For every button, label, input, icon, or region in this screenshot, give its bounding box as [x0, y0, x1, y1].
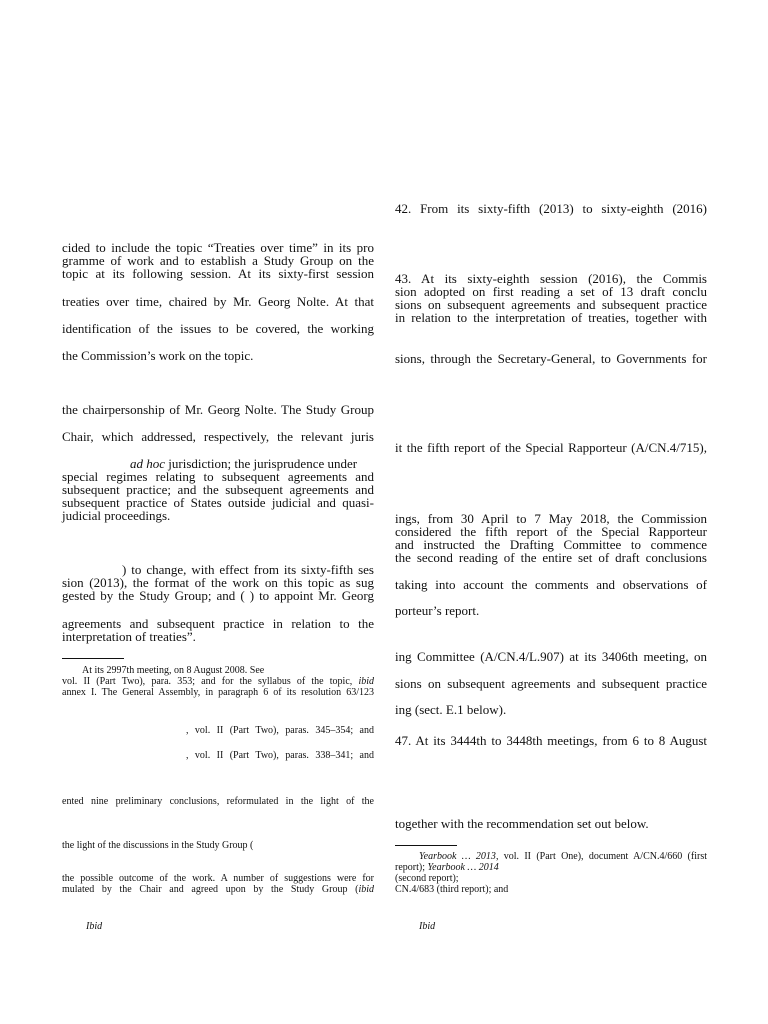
text-line: subsequent practice; and the subsequent agreements and	[62, 482, 374, 497]
italic-term: Yearbook … 2013	[419, 851, 496, 862]
footnote-line: (second report);	[395, 873, 459, 884]
text-line: 43. At its sixty-eighth session (2016), the Commis	[395, 271, 707, 286]
footnote-line: annex I. The General Assembly, in paragraph 6 of its resolution 63/123	[62, 687, 374, 698]
text-line: ing (sect. E.1 below).	[395, 702, 507, 717]
text-line: the Commission’s work on the topic.	[62, 348, 254, 363]
paragraph-47: 47. At its 3444th to 3448th meetings, from 6 to 8 August	[395, 733, 707, 748]
paragraph-interpretation	[62, 617, 374, 643]
footnote-3: , vol. II (Part Two), paras. 338–341; and	[186, 750, 374, 761]
footnote-line: the possible outcome of the work. A number of suggestions were for	[62, 873, 374, 884]
footnote-line: At its 2997th meeting, on 8 August 2008. See	[82, 665, 265, 676]
text-line: gested by the Study Group; and ( ) to appoint Mr. Georg	[62, 588, 374, 603]
text-line: the chairpersonship of Mr. Georg Nolte. The Study Group	[62, 402, 374, 417]
text-line: taking into account the comments and observations of	[395, 577, 707, 592]
text-line: the second reading of the entire set of draft conclusions	[395, 550, 707, 565]
text-span: mulated by the Chair and agreed upon by the Study Group (	[62, 884, 359, 895]
text-line: agreements and subsequent practice in relation to the	[62, 616, 374, 631]
text-line: gramme of work and to establish a Study Group on the	[62, 253, 374, 268]
text-line: Chair, which addressed, respectively, the relevant juris	[62, 429, 374, 444]
text-line: special regimes relating to subsequent agreements and	[62, 469, 374, 484]
text-line: identification of the issues to be covered, the working	[62, 321, 374, 336]
italic-term: Yearbook … 2014	[427, 862, 499, 873]
text-span: report);	[395, 862, 428, 873]
footnote-line	[62, 676, 374, 687]
footnote-ibid: Ibid	[419, 921, 436, 932]
paragraph-fifth-report	[395, 512, 707, 564]
footnote-2: , vol. II (Part Two), paras. 345–354; and	[186, 725, 374, 736]
text-line: subsequent practice of States outside judicial and quasi-	[62, 495, 374, 510]
paragraph-43	[395, 272, 707, 324]
text-line: it the fifth report of the Special Rapporteur (A/CN.4/715),	[395, 440, 707, 455]
paragraph-jurisprudence	[62, 457, 374, 522]
text-line: topic at its following session. At its sixty-first session	[62, 266, 374, 281]
text-span: jurisdiction; the jurisprudence under	[165, 456, 358, 471]
text-line: sions, through the Secretary-General, to Governments for	[395, 351, 707, 366]
footnote-separator	[395, 845, 457, 846]
text-line: treaties over time, chaired by Mr. Georg Nolte. At that	[62, 294, 374, 309]
text-line: cided to include the topic “Treaties over time” in its pro	[62, 240, 374, 255]
text-line: interpretation of treaties”.	[62, 629, 196, 644]
italic-term: ibid	[358, 676, 374, 687]
text-span: , vol. II (Part One), document A/CN.4/660 (first	[495, 851, 707, 862]
footnote-line	[395, 862, 707, 873]
text-line: porteur’s report.	[395, 603, 480, 618]
text-line: in relation to the interpretation of treaties, together with	[395, 310, 707, 325]
text-line: considered the fifth report of the Special Rapporteur	[395, 524, 707, 539]
italic-term: ibid	[358, 884, 374, 895]
text-line: together with the recommendation set out below.	[395, 816, 649, 831]
text-line: sions on subsequent agreements and subsequent practice	[395, 676, 707, 691]
text-line: sions on subsequent agreements and subsequent practice	[395, 297, 707, 312]
paragraph-format-change	[62, 563, 374, 602]
footnote-6	[62, 873, 374, 895]
footnote-5: the light of the discussions in the Study Group (	[62, 840, 254, 851]
footnote-ibid: Ibid	[86, 921, 103, 932]
text-line: and instructed the Drafting Committee to commence	[395, 537, 707, 552]
text-line: judicial proceedings.	[62, 508, 171, 523]
text-span: vol. II (Part Two), para. 353; and for the syllabus of the topic,	[62, 676, 359, 687]
text-line: ings, from 30 April to 7 May 2018, the Commission	[395, 511, 707, 526]
italic-term: ad hoc	[130, 456, 166, 471]
text-line: sion adopted on first reading a set of 13 draft conclu	[395, 284, 707, 299]
text-line: sion (2013), the format of the work on this topic as sug	[62, 575, 374, 590]
footnote-separator	[62, 658, 124, 659]
footnote-4: ented nine preliminary conclusions, reformulated in the light of the	[62, 796, 374, 807]
footnote-1	[62, 665, 374, 698]
footnote-yearbook	[395, 851, 707, 895]
footnote-line: CN.4/683 (third report); and	[395, 884, 509, 895]
paragraph-treaties-over-time	[62, 241, 374, 280]
footnote-line	[62, 884, 374, 895]
footnote-line	[395, 851, 707, 862]
text-line: ing Committee (A/CN.4/L.907) at its 3406th meeting, on	[395, 649, 707, 664]
paragraph-42: 42. From its sixty-fifth (2013) to sixty-eighth (2016)	[395, 201, 707, 216]
text-line: ) to change, with effect from its sixty-fifth ses	[122, 562, 374, 577]
